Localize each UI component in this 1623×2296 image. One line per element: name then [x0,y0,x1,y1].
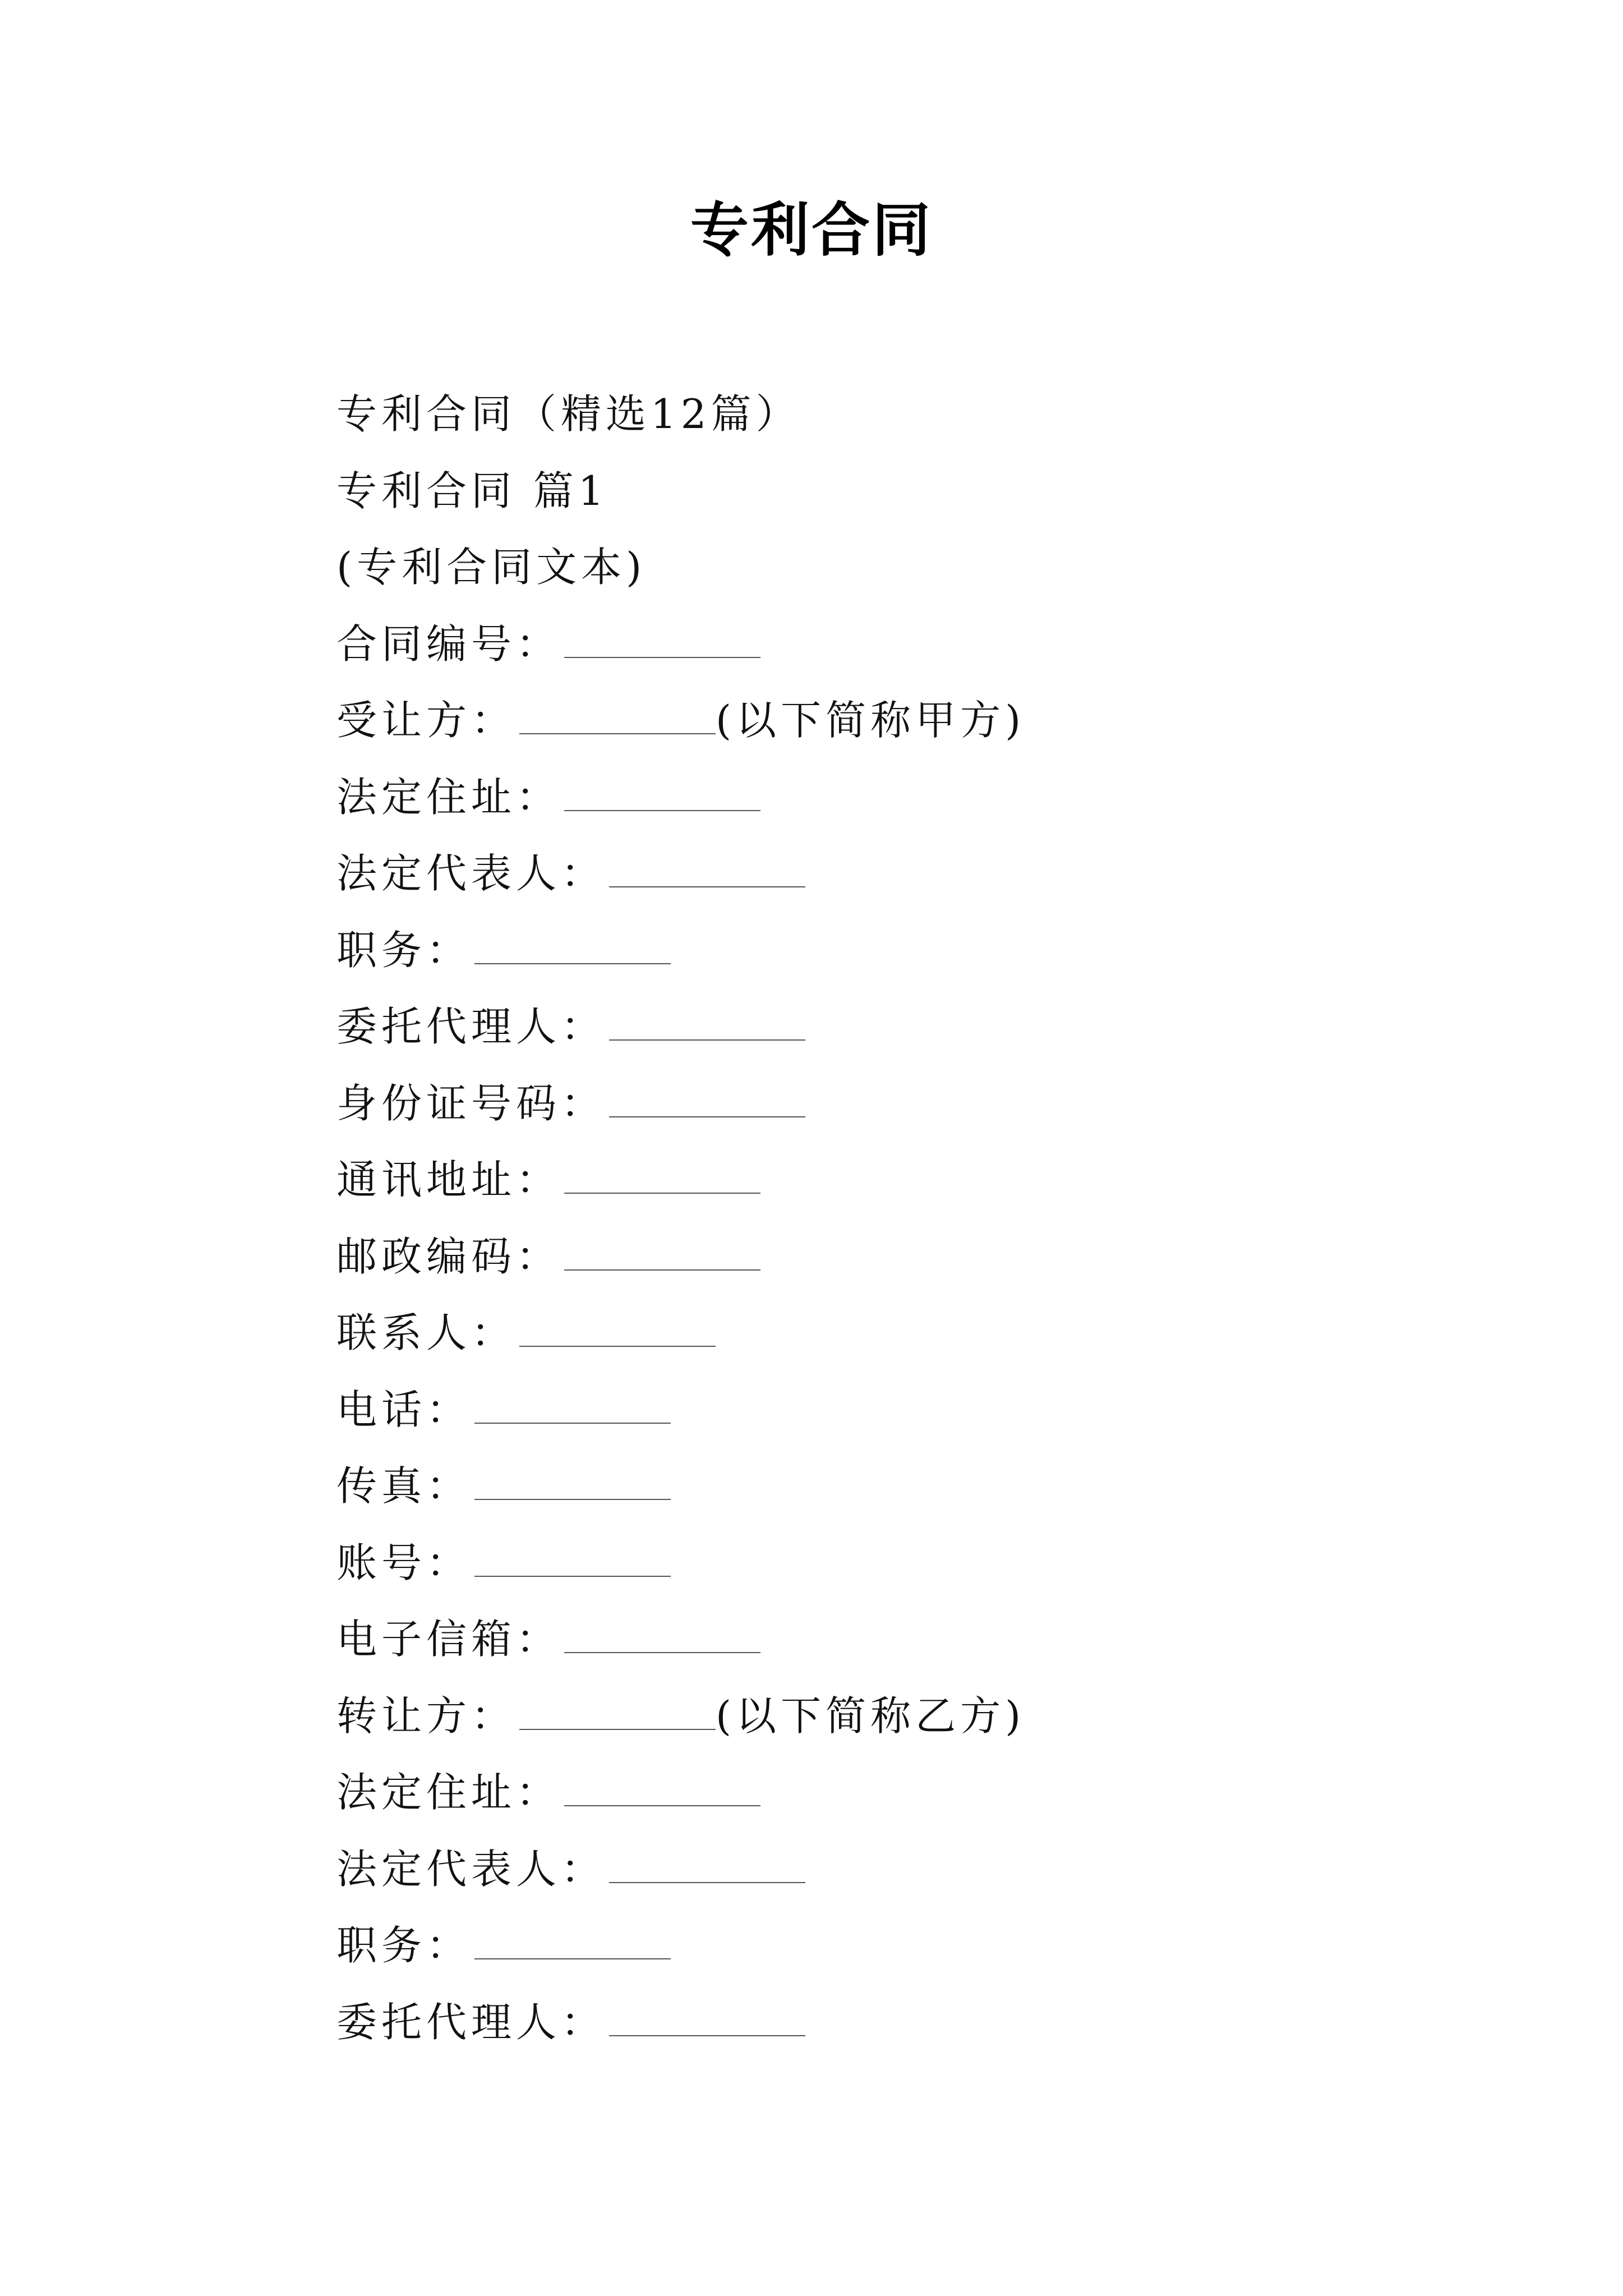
fill-in-blank[interactable] [474,930,671,964]
fill-in-blank[interactable] [609,2001,805,2036]
field-label: 邮政编码： [336,1232,561,1280]
fill-in-blank[interactable] [609,1006,805,1041]
field-label: 合同编号： [336,620,561,668]
line-text: (专利合同文本) [336,544,647,591]
field-line [336,1984,1514,2061]
document-body [336,376,1514,2060]
fill-in-blank[interactable] [564,1236,760,1271]
fill-in-blank[interactable] [609,1848,805,1883]
field-line [336,1065,1514,1142]
field-line [336,759,1514,836]
field-line [336,1678,1514,1755]
heading-line [336,376,1514,453]
field-line [336,682,1514,759]
field-line [336,835,1514,912]
fill-in-blank[interactable] [564,623,760,658]
field-line [336,1448,1514,1525]
field-line [336,1907,1514,1984]
line-text: 专利合同（精选12篇） [336,390,801,438]
field-line [336,988,1514,1065]
fill-in-blank[interactable] [519,1695,716,1730]
field-label: 职务： [336,1922,472,1969]
field-line [336,1295,1514,1372]
field-label: 电子信箱： [336,1616,561,1663]
fill-in-blank[interactable] [474,1925,671,1959]
field-label: 转让方： [336,1692,517,1740]
field-suffix: (以下简称甲方) [716,697,1026,744]
field-label: 委托代理人： [336,1003,606,1050]
fill-in-blank[interactable] [609,1083,805,1117]
fill-in-blank[interactable] [564,1772,760,1806]
fill-in-blank[interactable] [519,700,716,734]
fill-in-blank[interactable] [564,776,760,811]
fill-in-blank[interactable] [474,1389,671,1424]
field-label: 电话： [336,1386,472,1433]
fill-in-blank[interactable] [519,1312,716,1347]
document-title: 专利合同 [690,196,933,264]
field-label: 法定住址： [336,1769,561,1816]
fill-in-blank[interactable] [564,1618,760,1653]
field-label: 法定住址： [336,773,561,821]
field-line [336,1218,1514,1295]
field-label: 传真： [336,1462,472,1510]
field-line [336,912,1514,989]
field-line [336,1831,1514,1908]
field-suffix: (以下简称乙方) [716,1692,1026,1740]
field-line [336,1601,1514,1678]
field-label: 法定代表人： [336,1845,606,1893]
text-line [336,529,1514,606]
fill-in-blank[interactable] [474,1542,671,1577]
fill-in-blank[interactable] [474,1465,671,1500]
field-label: 法定代表人： [336,850,606,897]
field-line [336,1525,1514,1602]
field-line [336,1142,1514,1218]
field-line [336,606,1514,683]
fill-in-blank[interactable] [564,1159,760,1194]
field-label: 联系人： [336,1309,517,1356]
field-label: 身份证号码： [336,1079,606,1127]
line-text: 专利合同 篇1 [336,467,608,514]
field-label: 通讯地址： [336,1156,561,1203]
field-label: 委托代理人： [336,1998,606,2046]
field-line [336,1754,1514,1831]
subheading-line [336,453,1514,530]
field-label: 职务： [336,926,472,974]
field-label: 账号： [336,1539,472,1586]
field-line [336,1372,1514,1448]
field-label: 受让方： [336,697,517,744]
fill-in-blank[interactable] [609,853,805,887]
